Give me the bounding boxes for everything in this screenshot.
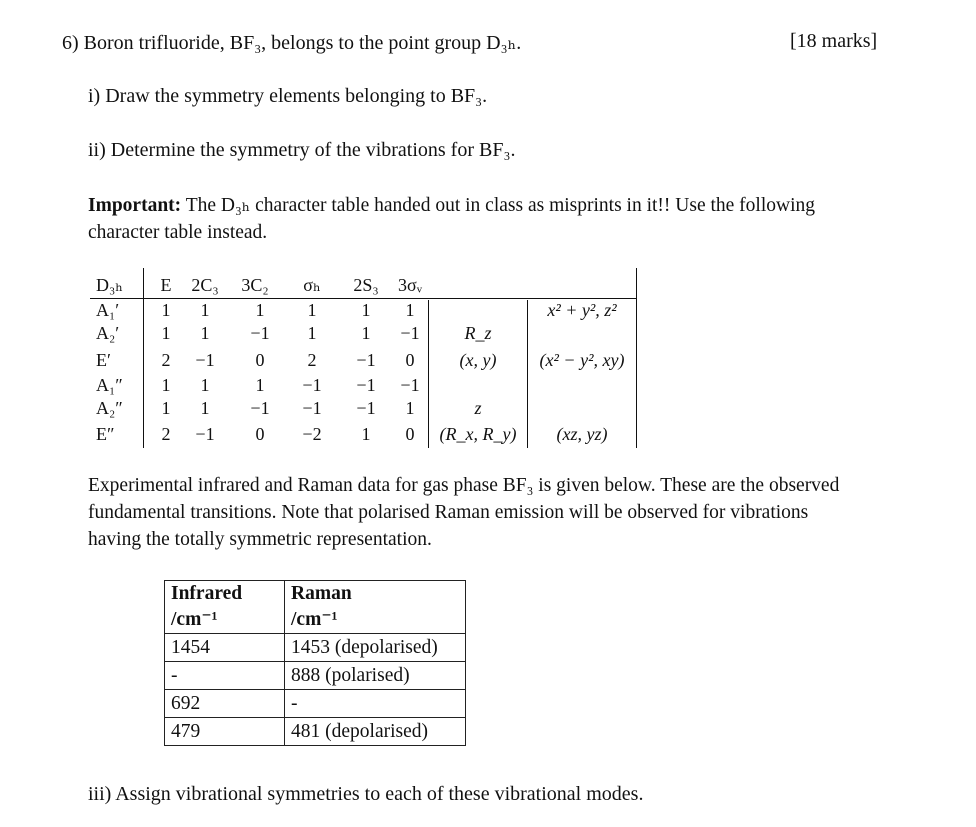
linear-rotation-basis: z [474,398,482,418]
class-3sigma-v: 3σᵥ [398,275,422,295]
character-value: −1 [400,375,420,395]
irrep-label: A₁″ [96,375,123,395]
table-row [165,690,466,718]
raman-value: 888 (polarised) [285,662,466,690]
linear-rotation-basis: (x, y) [459,350,497,370]
raman-value: - [285,690,466,718]
table-rule-quad [527,300,528,448]
class-sigma-h: σₕ [303,275,321,295]
experimental-line-1: Experimental infrared and Raman data for gas phase BF₃ is given below. These are the observed [88,475,840,496]
character-value: 1 [255,300,265,320]
character-value: −1 [250,323,270,343]
linear-rotation-basis: R_z [464,323,492,343]
character-value: 2 [161,350,171,370]
class-2C3: 2C₃ [191,275,219,295]
irrep-label: E′ [96,350,111,370]
table-row [165,634,466,662]
marks-label: [18 marks] [790,30,878,52]
quadratic-basis: (x² − y², xy) [539,350,625,370]
irrep-label: E″ [96,424,115,444]
infrared-header: Infrared /cm⁻¹ [165,581,285,634]
character-value: −1 [400,323,420,343]
character-value: 1 [405,300,415,320]
class-2S3: 2S₃ [353,275,379,295]
raman-value: 1453 (depolarised) [285,634,466,662]
quadratic-basis: (xz, yz) [556,424,608,444]
class-3C2: 3C₂ [241,275,269,295]
character-value: 1 [161,375,171,395]
character-value: 0 [405,424,415,444]
infrared-value: 479 [165,718,285,746]
character-value: 1 [200,300,210,320]
character-value: 1 [307,300,317,320]
part-i: i) Draw the symmetry elements belonging to BF₃. [88,85,488,107]
character-value: −1 [302,375,322,395]
part-ii: ii) Determine the symmetry of the vibrations for BF₃. [88,139,516,161]
infrared-value: - [165,662,285,690]
character-value: 2 [161,424,171,444]
character-value: 1 [361,300,371,320]
table-row [165,718,466,746]
infrared-value: 692 [165,690,285,718]
raman-header: Raman /cm⁻¹ [285,581,466,634]
character-value: 2 [307,350,317,370]
character-value: −1 [250,398,270,418]
character-value: −1 [356,350,376,370]
character-value: −1 [195,350,215,370]
important-text-2: character table instead. [88,222,268,243]
table-header-row [165,581,466,634]
character-value: 1 [361,424,371,444]
question-heading: 6) Boron trifluoride, BF₃, belongs to the point group D₃ₕ. [62,32,522,54]
irrep-label: A₂′ [96,323,120,343]
irrep-label: A₁′ [96,300,120,320]
character-value: 1 [361,323,371,343]
experimental-line-2: fundamental transitions. Note that polarised Raman emission will be observed for vibrations [88,502,809,523]
character-value: 1 [255,375,265,395]
character-value: 1 [200,375,210,395]
character-value: −1 [302,398,322,418]
spectral-data-table [164,580,466,746]
character-value: 0 [405,350,415,370]
irrep-label: A₂″ [96,398,123,418]
character-value: 1 [161,300,171,320]
important-label: Important: [88,195,182,216]
character-value: 0 [255,350,265,370]
table-row [165,662,466,690]
experimental-paragraph [88,472,839,553]
character-value: 1 [307,323,317,343]
table-rule-mid [428,300,429,448]
character-value: −2 [302,424,322,444]
character-value: 1 [161,398,171,418]
character-value: −1 [195,424,215,444]
infrared-value: 1454 [165,634,285,662]
table-rule-right [636,268,637,448]
part-iii: iii) Assign vibrational symmetries to each of these vibrational modes. [88,783,644,805]
point-group-label: D₃ₕ [96,275,124,295]
class-E: E [160,275,172,295]
character-value: 1 [200,323,210,343]
raman-value: 481 (depolarised) [285,718,466,746]
quadratic-basis: x² + y², z² [547,300,617,320]
character-value: 1 [405,398,415,418]
character-value: 1 [200,398,210,418]
linear-rotation-basis: (R_x, R_y) [439,424,517,444]
experimental-line-3: having the totally symmetric representation. [88,529,432,550]
character-value: −1 [356,398,376,418]
table-rule-left [143,268,144,448]
character-value: −1 [356,375,376,395]
character-value: 1 [161,323,171,343]
character-value: 0 [255,424,265,444]
important-text-1: The D₃ₕ character table handed out in class as misprints in it!! Use the following [181,195,816,216]
